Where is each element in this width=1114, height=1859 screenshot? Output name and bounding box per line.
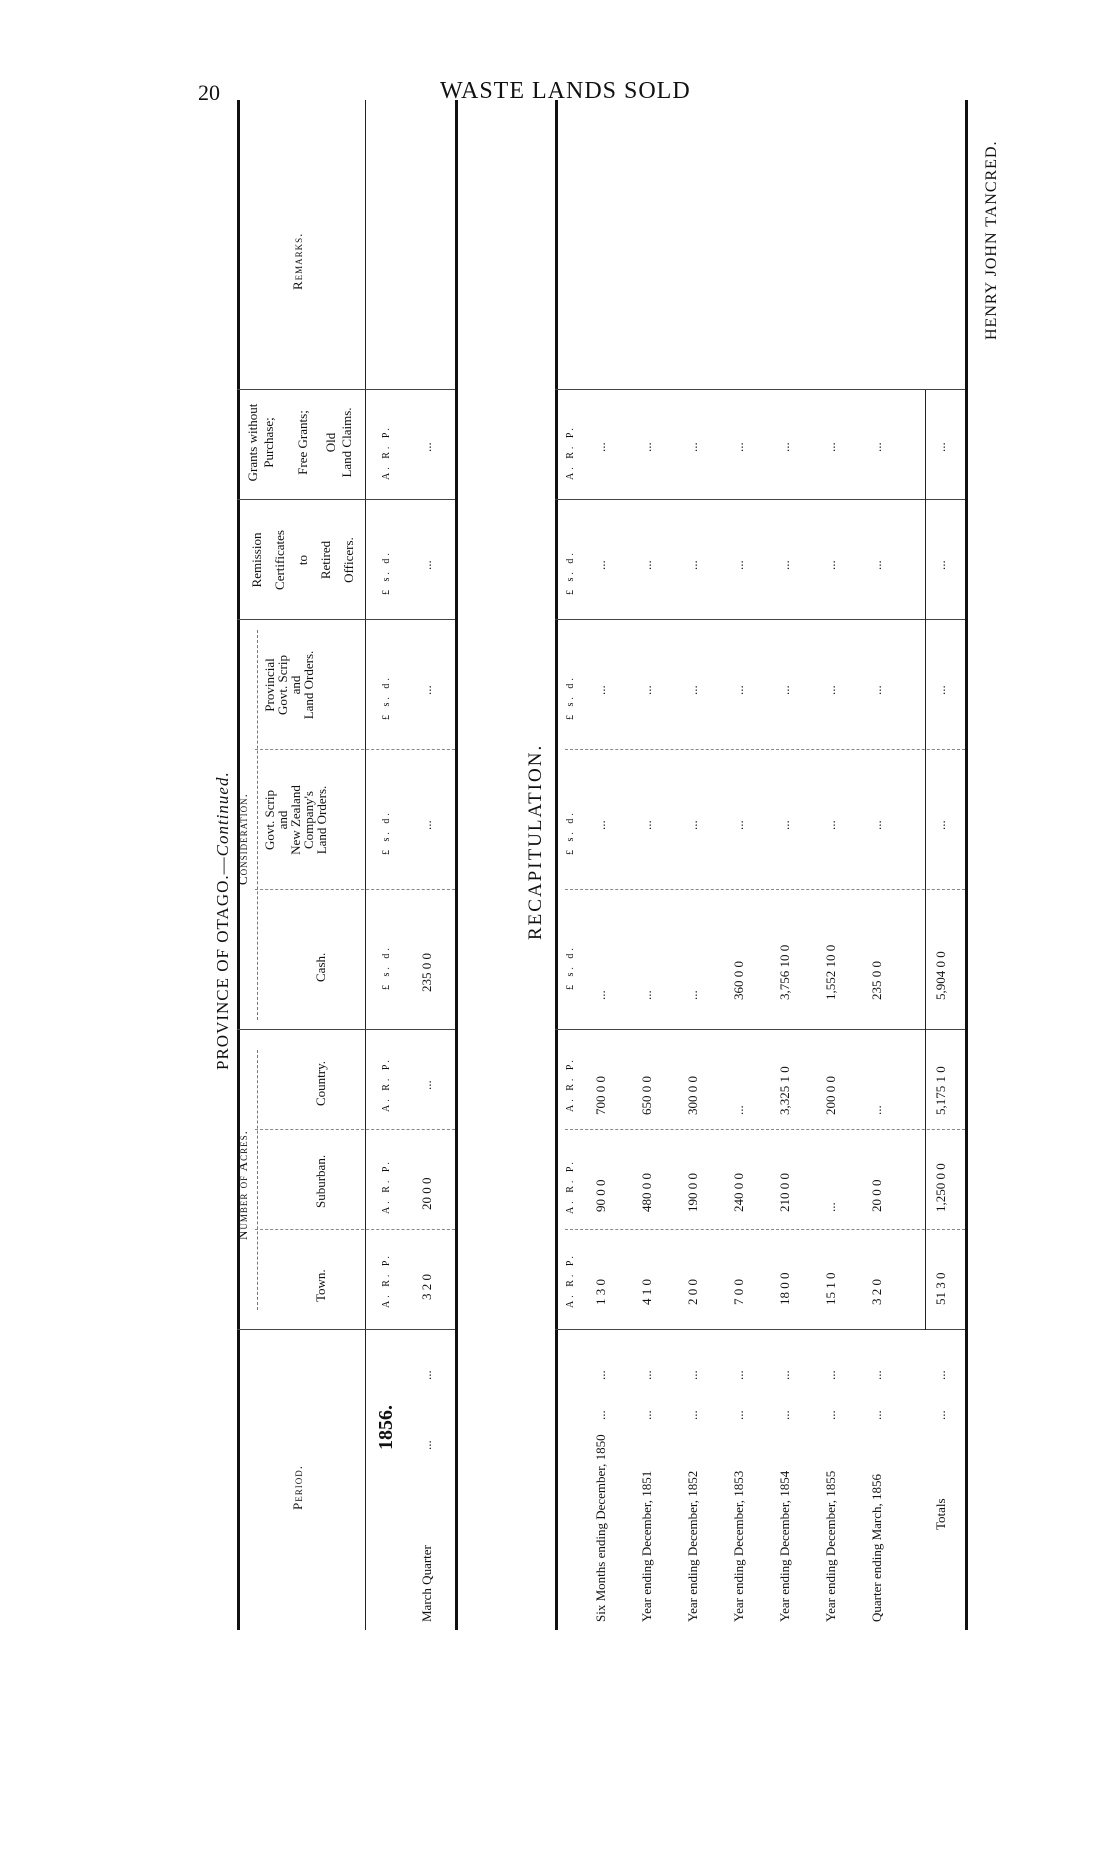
header-govt-scrip-line: New Zealand: [288, 785, 303, 855]
rotated-table-sheet: [195, 100, 1000, 1630]
header-remission-line: Retired: [318, 540, 333, 580]
recap-cell-grants: ...: [731, 442, 746, 452]
recap-cell-town: 15 1 0: [823, 1272, 838, 1305]
header-number-of-acres: Number of Acres.: [235, 1130, 250, 1240]
recap-cell-grants: ...: [823, 442, 838, 452]
header-town: Town.: [313, 1269, 328, 1302]
header-govt-scrip-line: Land Orders.: [314, 785, 329, 855]
recap-row-dots: ...: [823, 1370, 838, 1380]
recap-cell-remission: ...: [731, 560, 746, 570]
recap-row-dots: ...: [933, 1370, 948, 1380]
recap-row-period: Six Months ending December, 1850: [593, 1434, 608, 1622]
recap-divider-grants: [555, 389, 965, 390]
recapitulation-title: RECAPITULATION.: [525, 743, 546, 940]
unit-remission: £ s. d.: [381, 550, 392, 595]
recap-cell-grants: ...: [685, 442, 700, 452]
recap-cell-grants: ...: [933, 442, 948, 452]
header-remission-line: Officers.: [341, 537, 356, 583]
recap-divider-suburban: [565, 1129, 965, 1130]
main-row-suburban: 20 0 0: [419, 1177, 434, 1210]
recap-cell-cash: 235 0 0: [869, 961, 884, 1000]
table-title: [213, 771, 233, 1070]
header-remission-line: to: [295, 554, 310, 566]
main-row-dots: ...: [419, 1370, 434, 1380]
header-govt-scrip-line: and: [275, 810, 290, 830]
unit-suburban: A. R. P.: [381, 1159, 392, 1214]
recap-cell-govt-scrip: ...: [639, 820, 654, 830]
recap-cell-govt-scrip: ...: [593, 820, 608, 830]
unit-provincial: £ s. d.: [381, 675, 392, 720]
recap-cell-provincial: ...: [933, 685, 948, 695]
recap-row-period: Year ending December, 1851: [639, 1470, 654, 1622]
recap-cell-suburban: 90 0 0: [593, 1179, 608, 1212]
recap-cell-cash: 3,756 10 0: [777, 944, 792, 1000]
main-row-remission: ...: [419, 560, 434, 570]
recap-cell-provincial: ...: [823, 685, 838, 695]
table-header-bottom-rule: [365, 100, 366, 1630]
recap-row-dots: ...: [731, 1410, 746, 1420]
signature-rule: [965, 100, 968, 1630]
recap-cell-country: 3,325 1 0: [777, 1066, 792, 1115]
unit-town: A. R. P.: [381, 1253, 392, 1308]
recap-cell-remission: ...: [593, 560, 608, 570]
main-row-cash: 235 0 0: [419, 953, 434, 992]
recap-cell-govt-scrip: ...: [933, 820, 948, 830]
unit-grants: A. R. P.: [381, 425, 392, 480]
recap-row-dots: ...: [639, 1370, 654, 1380]
table-title-main: PROVINCE OF OTAGO.—: [213, 856, 232, 1070]
header-divider-acres: [237, 1029, 455, 1030]
header-country: Country.: [313, 1060, 328, 1106]
recap-row-dots: ...: [823, 1410, 838, 1420]
recap-cell-suburban: 240 0 0: [731, 1173, 746, 1212]
recap-cell-grants: ...: [593, 442, 608, 452]
recap-row-dots: ...: [731, 1370, 746, 1380]
header-remission-line: Remission: [249, 532, 264, 588]
header-divider-remission: [237, 499, 455, 500]
recap-cell-govt-scrip: ...: [685, 820, 700, 830]
header-suburban: Suburban.: [313, 1154, 328, 1208]
header-provincial-line: Govt. Scrip: [275, 655, 290, 715]
recap-unit-cash: £ s. d.: [565, 945, 576, 990]
recap-cell-cash: 5,904 0 0: [933, 951, 948, 1000]
header-provincial-line: Land Orders.: [301, 650, 316, 720]
unit-country: A. R. P.: [381, 1057, 392, 1112]
header-cash: Cash.: [313, 952, 328, 982]
consideration-group-underline: [257, 630, 258, 1020]
recap-cell-country: ...: [869, 1105, 884, 1115]
year-label: 1856.: [375, 1405, 397, 1450]
recap-cell-town: 3 2 0: [869, 1279, 884, 1305]
recap-cell-country: ...: [731, 1105, 746, 1115]
recap-cell-town: 18 0 0: [777, 1272, 792, 1305]
recap-top-rule: [555, 100, 558, 1630]
page-number: 20: [198, 80, 220, 105]
header-remarks: Remarks.: [290, 232, 305, 290]
header-remission: [245, 505, 360, 615]
recap-cell-suburban: 1,250 0 0: [933, 1163, 948, 1212]
recap-cell-country: 5,175 1 0: [933, 1066, 948, 1115]
recap-cell-cash: ...: [639, 990, 654, 1000]
recap-unit-town: A. R. P.: [565, 1253, 576, 1308]
header-remission-line: Certificates: [272, 530, 287, 590]
recap-unit-provincial: £ s. d.: [565, 675, 576, 720]
recap-row-period: Year ending December, 1853: [731, 1470, 746, 1622]
recap-cell-cash: ...: [685, 990, 700, 1000]
recap-cell-country: 300 0 0: [685, 1076, 700, 1115]
header-grants-line: Purchase;: [261, 417, 276, 468]
recap-divider-provincial: [555, 619, 965, 620]
header-grants: [245, 390, 355, 495]
recap-cell-suburban: 20 0 0: [869, 1179, 884, 1212]
main-row-provincial: ...: [419, 685, 434, 695]
main-row-period: March Quarter: [419, 1545, 434, 1622]
header-provincial-line: Provincial: [262, 658, 277, 712]
unit-govt-scrip: £ s. d.: [381, 810, 392, 855]
main-row-country: ...: [419, 1080, 434, 1090]
header-provincial-line: and: [288, 675, 303, 695]
recap-cell-country: 650 0 0: [639, 1076, 654, 1115]
recap-row-dots: ...: [933, 1410, 948, 1420]
recap-cell-govt-scrip: ...: [869, 820, 884, 830]
recap-divider-town: [565, 1229, 965, 1230]
recap-cell-provincial: ...: [869, 685, 884, 695]
recap-cell-remission: ...: [823, 560, 838, 570]
recap-cell-remission: ...: [777, 560, 792, 570]
main-section-bottom-rule: [455, 100, 458, 1630]
recap-cell-provincial: ...: [777, 685, 792, 695]
recap-cell-govt-scrip: ...: [823, 820, 838, 830]
recap-cell-cash: ...: [593, 990, 608, 1000]
recap-unit-country: A. R. P.: [565, 1057, 576, 1112]
header-grants-line: Grants without: [245, 403, 260, 482]
recap-cell-provincial: ...: [731, 685, 746, 695]
recap-unit-govt-scrip: £ s. d.: [565, 810, 576, 855]
recap-cell-grants: ...: [869, 442, 884, 452]
recap-divider-govt: [565, 749, 965, 750]
recap-cell-grants: ...: [639, 442, 654, 452]
recap-cell-suburban: 210 0 0: [777, 1173, 792, 1212]
recap-divider-remission: [555, 499, 965, 500]
header-govt-scrip-line: Company's: [301, 791, 316, 849]
recap-cell-suburban: 190 0 0: [685, 1173, 700, 1212]
recap-row-period: Year ending December, 1854: [777, 1470, 792, 1622]
recap-cell-cash: 360 0 0: [731, 961, 746, 1000]
recap-cell-provincial: ...: [593, 685, 608, 695]
recap-cell-govt-scrip: ...: [777, 820, 792, 830]
main-row-town: 3 2 0: [419, 1274, 434, 1300]
recap-cell-remission: ...: [869, 560, 884, 570]
recap-unit-remission: £ s. d.: [565, 550, 576, 595]
subheader-divider-4: [255, 749, 455, 750]
recap-cell-town: 7 0 0: [731, 1279, 746, 1305]
recap-row-dots: ...: [685, 1410, 700, 1420]
recap-cell-town: 1 3 0: [593, 1279, 608, 1305]
header-govt-scrip: [263, 760, 328, 880]
recap-cell-country: 200 0 0: [823, 1076, 838, 1115]
recap-row-period: Year ending December, 1852: [685, 1470, 700, 1622]
recap-cell-suburban: 480 0 0: [639, 1173, 654, 1212]
header-provincial: [263, 630, 315, 740]
unit-cash: £ s. d.: [381, 945, 392, 990]
recap-cell-govt-scrip: ...: [731, 820, 746, 830]
header-grants-line: Land Claims.: [339, 407, 354, 478]
subheader-divider-3: [255, 889, 455, 890]
recap-row-period: Year ending December, 1855: [823, 1470, 838, 1622]
recap-cell-country: 700 0 0: [593, 1076, 608, 1115]
recap-cell-town: 4 1 0: [639, 1279, 654, 1305]
recap-cell-remission: ...: [639, 560, 654, 570]
recap-divider-cash: [565, 889, 965, 890]
running-head: WASTE LANDS SOLD: [440, 78, 691, 104]
recap-unit-grants: A. R. P.: [565, 425, 576, 480]
recap-divider-country: [555, 1029, 965, 1030]
recap-cell-provincial: ...: [685, 685, 700, 695]
recap-row-dots: ...: [685, 1370, 700, 1380]
recap-cell-town: 51 3 0: [933, 1272, 948, 1305]
header-consideration: Consideration.: [235, 793, 250, 885]
main-row-grants: ...: [419, 442, 434, 452]
recap-row-dots: ...: [869, 1370, 884, 1380]
table-title-continued: Continued.: [213, 771, 232, 857]
acres-group-underline: [257, 1050, 258, 1310]
recap-row-period: Quarter ending March, 1856: [869, 1473, 884, 1622]
recap-cell-remission: ...: [685, 560, 700, 570]
recap-row-dots: ...: [593, 1410, 608, 1420]
main-row-govt-scrip: ...: [419, 820, 434, 830]
recap-row-dots: ...: [869, 1410, 884, 1420]
header-grants-line: Free Grants;: [295, 410, 310, 475]
header-divider-consideration: [237, 619, 455, 620]
recap-divider-period: [555, 1329, 965, 1330]
recap-cell-suburban: ...: [823, 1202, 838, 1212]
totals-rule: [925, 390, 926, 1330]
recap-row-dots: ...: [639, 1410, 654, 1420]
signature: HENRY JOHN TANCRED.: [983, 140, 1000, 340]
recap-row-dots: ...: [593, 1370, 608, 1380]
recap-row-period: Totals: [933, 1498, 948, 1530]
subheader-divider-1: [255, 1229, 455, 1230]
recap-cell-grants: ...: [777, 442, 792, 452]
recap-cell-provincial: ...: [639, 685, 654, 695]
recap-cell-town: 2 0 0: [685, 1279, 700, 1305]
main-row-dots: ...: [419, 1440, 434, 1450]
subheader-divider-2: [255, 1129, 455, 1130]
recap-unit-suburban: A. R. P.: [565, 1159, 576, 1214]
recap-row-dots: ...: [777, 1410, 792, 1420]
recap-row-dots: ...: [777, 1370, 792, 1380]
recap-cell-remission: ...: [933, 560, 948, 570]
header-govt-scrip-line: Govt. Scrip: [262, 790, 277, 850]
header-period: Period.: [290, 1465, 305, 1510]
header-divider-period: [237, 1329, 455, 1330]
header-grants-line: Old: [323, 432, 338, 453]
recap-cell-cash: 1,552 10 0: [823, 944, 838, 1000]
